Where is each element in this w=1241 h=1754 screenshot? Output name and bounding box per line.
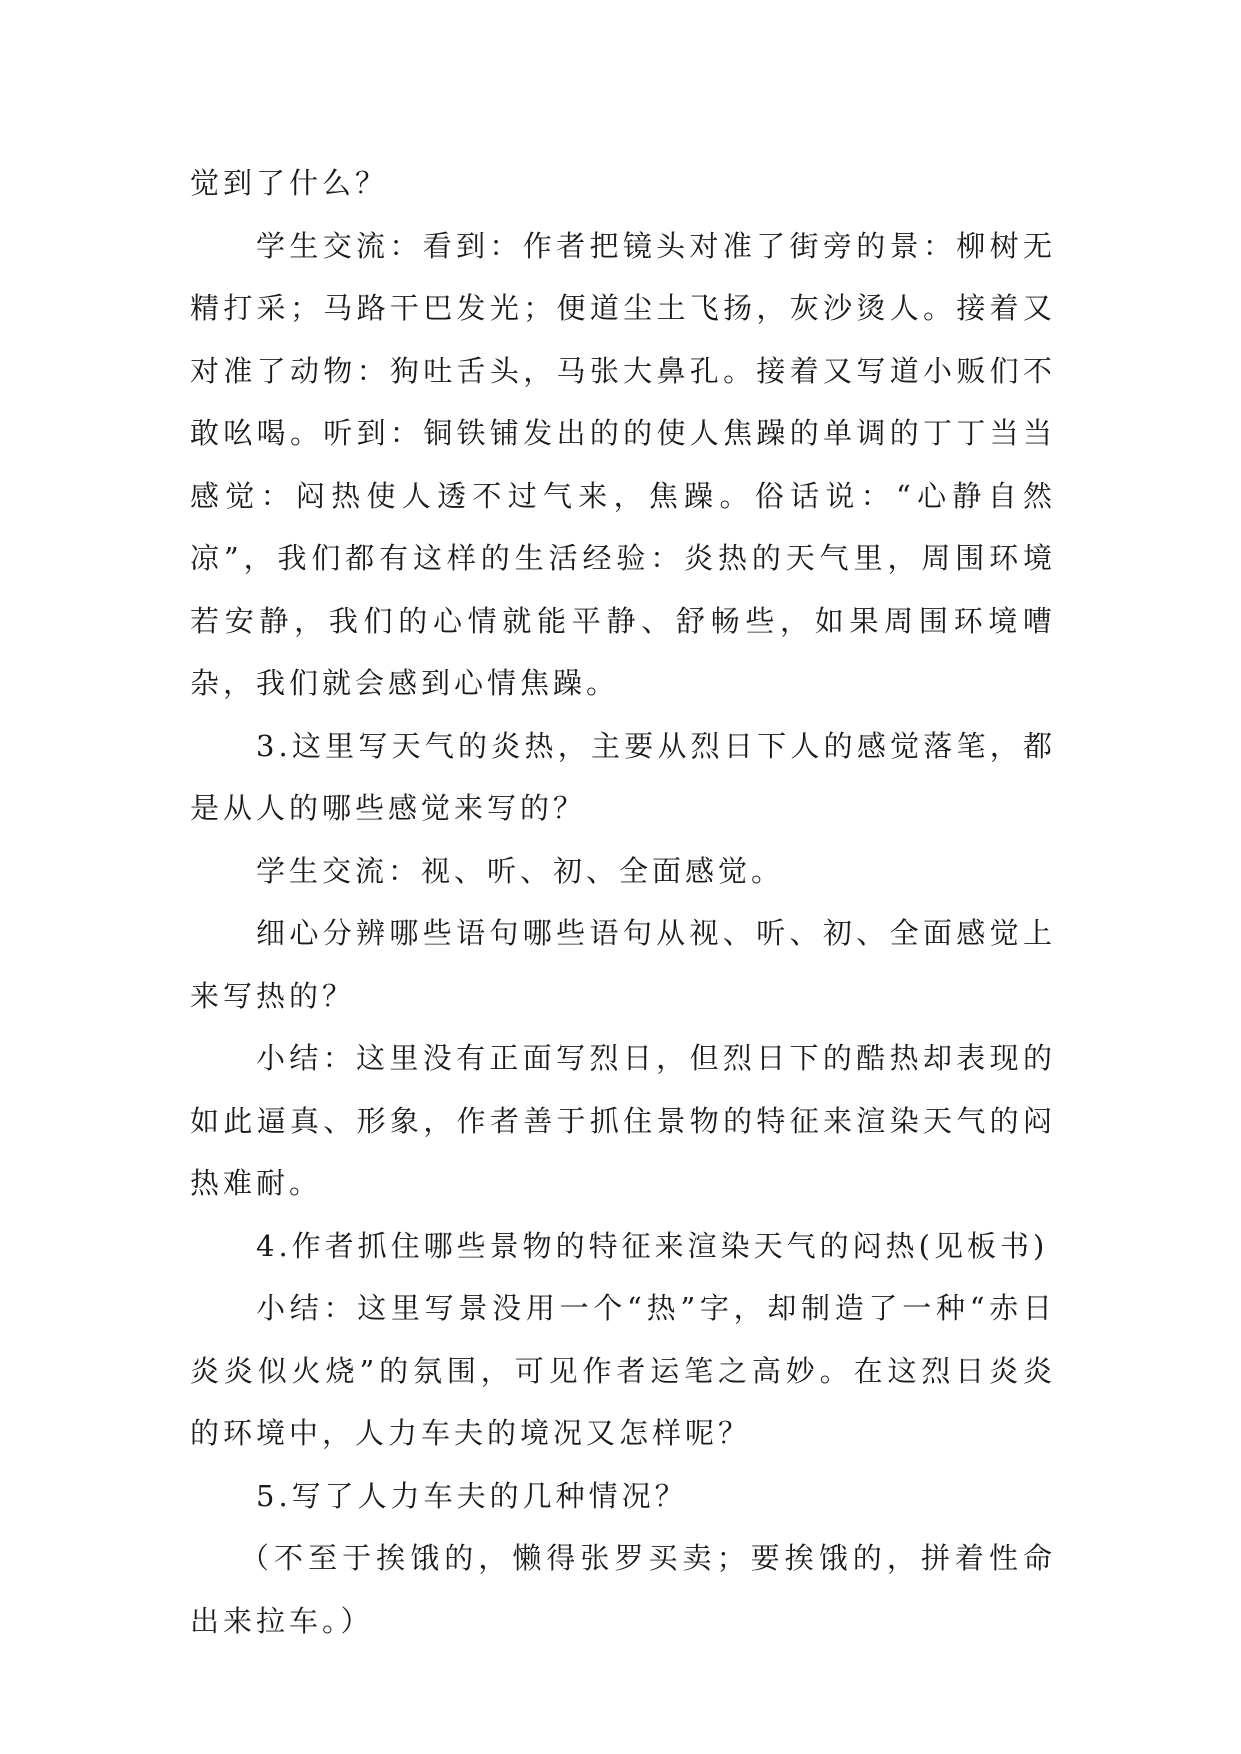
paragraph-summary-2: 小结：这里写景没用一个“热”字，却制造了一种“赤日炎炎似火烧”的氛围，可见作者运笔之高妙。在这烈日炎炎的环境中，人力车夫的境况又怎样呢？ <box>190 1291 1056 1450</box>
paragraph-question-4: 4.作者抓住哪些景物的特征来渲染天气的闷热(见板书) <box>256 1228 1049 1263</box>
paragraph-continuation: 觉到了什么？ <box>190 166 389 200</box>
paragraph-careful-analysis: 细心分辨哪些语句哪些语句从视、听、初、全面感觉上来写热的？ <box>190 916 1056 1013</box>
paragraph-student-discussion-senses: 学生交流：视、听、初、全面感觉。 <box>256 853 785 888</box>
paragraph-question-3: 3.这里写天气的炎热，主要从烈日下人的感觉落笔，都是从人的哪些感觉来写的？ <box>190 728 1056 825</box>
paragraph-question-5: 5.写了人力车夫的几种情况？ <box>256 1478 688 1513</box>
paragraph-summary-1: 小结：这里没有正面写烈日，但烈日下的酷热却表现的如此逼真、形象，作者善于抓住景物的特征来渲染天气的闷热难耐。 <box>190 1041 1056 1200</box>
document-body <box>190 152 1056 1652</box>
paragraph-answer-5: （不至于挨饿的，懒得张罗买卖；要挨饿的，拼着性命出来拉车。） <box>190 1541 1056 1638</box>
paragraph-student-discussion: 学生交流：看到：作者把镜头对准了街旁的景：柳树无精打采；马路干巴发光；便道尘土飞扬，灰沙烫人。接着又对准了动物：狗吐舌头，马张大鼻孔。接着又写道小贩们不敢吆喝。听到：铜铁铺发出的的使人焦躁的单调的丁丁当当感觉：闷热使人透不过气来，焦躁。俗话说：“心静自然凉”，我们都有这样的生活经验：炎热的天气里，周围环境若安静，我们的心情就能平静、舒畅些，如果周围环境嘈杂，我们就会感到心情焦躁。 <box>190 228 1056 700</box>
